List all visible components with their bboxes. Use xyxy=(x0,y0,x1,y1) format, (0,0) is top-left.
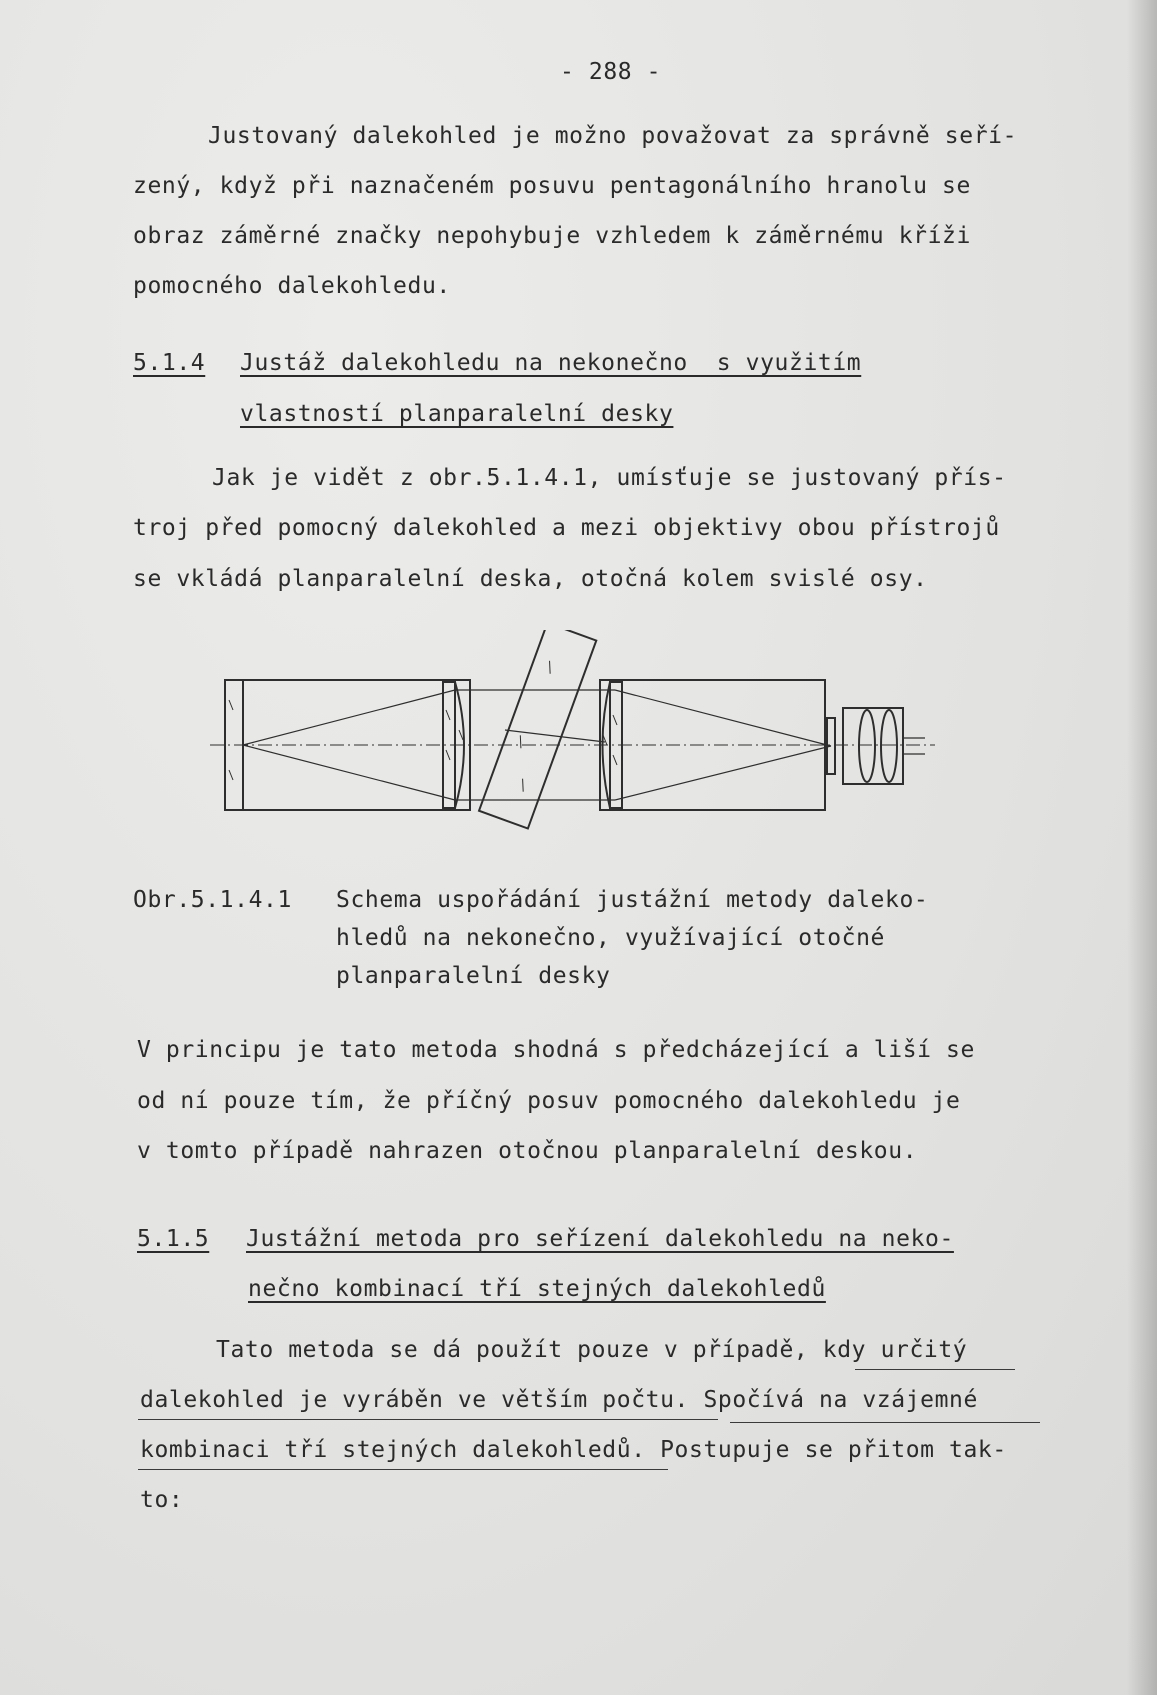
section-515-number: 5.1.5 xyxy=(137,1226,210,1252)
paragraph2-line1: Jak je vidět z obr.5.1.4.1, umísťuje se justovaný přís- xyxy=(212,465,1007,491)
section-514-title-line2: vlastností planparalelní desky xyxy=(240,401,674,427)
paragraph4-line3: kombinaci tří stejných dalekohledů. Postupuje se přitom tak- xyxy=(140,1437,1007,1463)
paragraph1-line4: pomocného dalekohledu. xyxy=(133,273,451,299)
pencil-underline-2 xyxy=(138,1419,718,1420)
paragraph2-line2: troj před pomocný dalekohled a mezi objektivy obou přístrojů xyxy=(133,515,1000,541)
page-number: - 288 - xyxy=(560,59,662,85)
section-514-number: 5.1.4 xyxy=(133,350,206,376)
eyepiece-lens-1 xyxy=(859,710,875,782)
plane-parallel-plate xyxy=(479,630,596,829)
eyepiece-lens-2 xyxy=(881,710,897,782)
paragraph3-line1: V principu je tato metoda shodná s předcházející a liší se xyxy=(137,1037,975,1063)
section-515-title-line1: Justážní metoda pro seřízení dalekohledu na neko- xyxy=(246,1226,954,1252)
figure-caption-line1: Schema uspořádání justážní metody daleko- xyxy=(336,887,929,913)
paragraph1-line1: Justovaný dalekohled je možno považovat za správně seří- xyxy=(208,123,1018,149)
page-edge-shadow xyxy=(1127,0,1157,1695)
pencil-underline-4 xyxy=(138,1469,668,1470)
section-515-title-line2: nečno kombinací tří stejných dalekohledů xyxy=(248,1276,826,1302)
paragraph1-line2: zený, když při naznačeném posuvu pentagonálního hranolu se xyxy=(133,173,971,199)
figure-caption-line3: planparalelní desky xyxy=(336,963,611,989)
section-514-title-line1: Justáž dalekohledu na nekonečno s využitím xyxy=(240,350,862,376)
paragraph3-line3: v tomto případě nahrazen otočnou planparalelní deskou. xyxy=(137,1138,918,1164)
paragraph4-line2: dalekohled je vyráběn ve větším počtu. Spočívá na vzájemné xyxy=(140,1387,978,1413)
pencil-underline-3 xyxy=(730,1422,1040,1423)
optical-schematic-figure xyxy=(205,630,945,830)
figure-label: Obr.5.1.4.1 xyxy=(133,887,292,913)
paragraph4-line4: to: xyxy=(140,1487,184,1513)
paragraph2-line3: se vkládá planparalelní deska, otočná kolem svislé osy. xyxy=(133,566,928,592)
pencil-underline-1 xyxy=(855,1369,1015,1370)
figure-caption-line2: hledů na nekonečno, využívající otočné xyxy=(336,925,885,951)
paragraph4-line1: Tato metoda se dá použít pouze v případě, kdy určitý xyxy=(216,1337,968,1363)
paragraph1-line3: obraz záměrné značky nepohybuje vzhledem k záměrnému kříži xyxy=(133,223,971,249)
paragraph3-line2: od ní pouze tím, že příčný posuv pomocného dalekohledu je xyxy=(137,1088,961,1114)
